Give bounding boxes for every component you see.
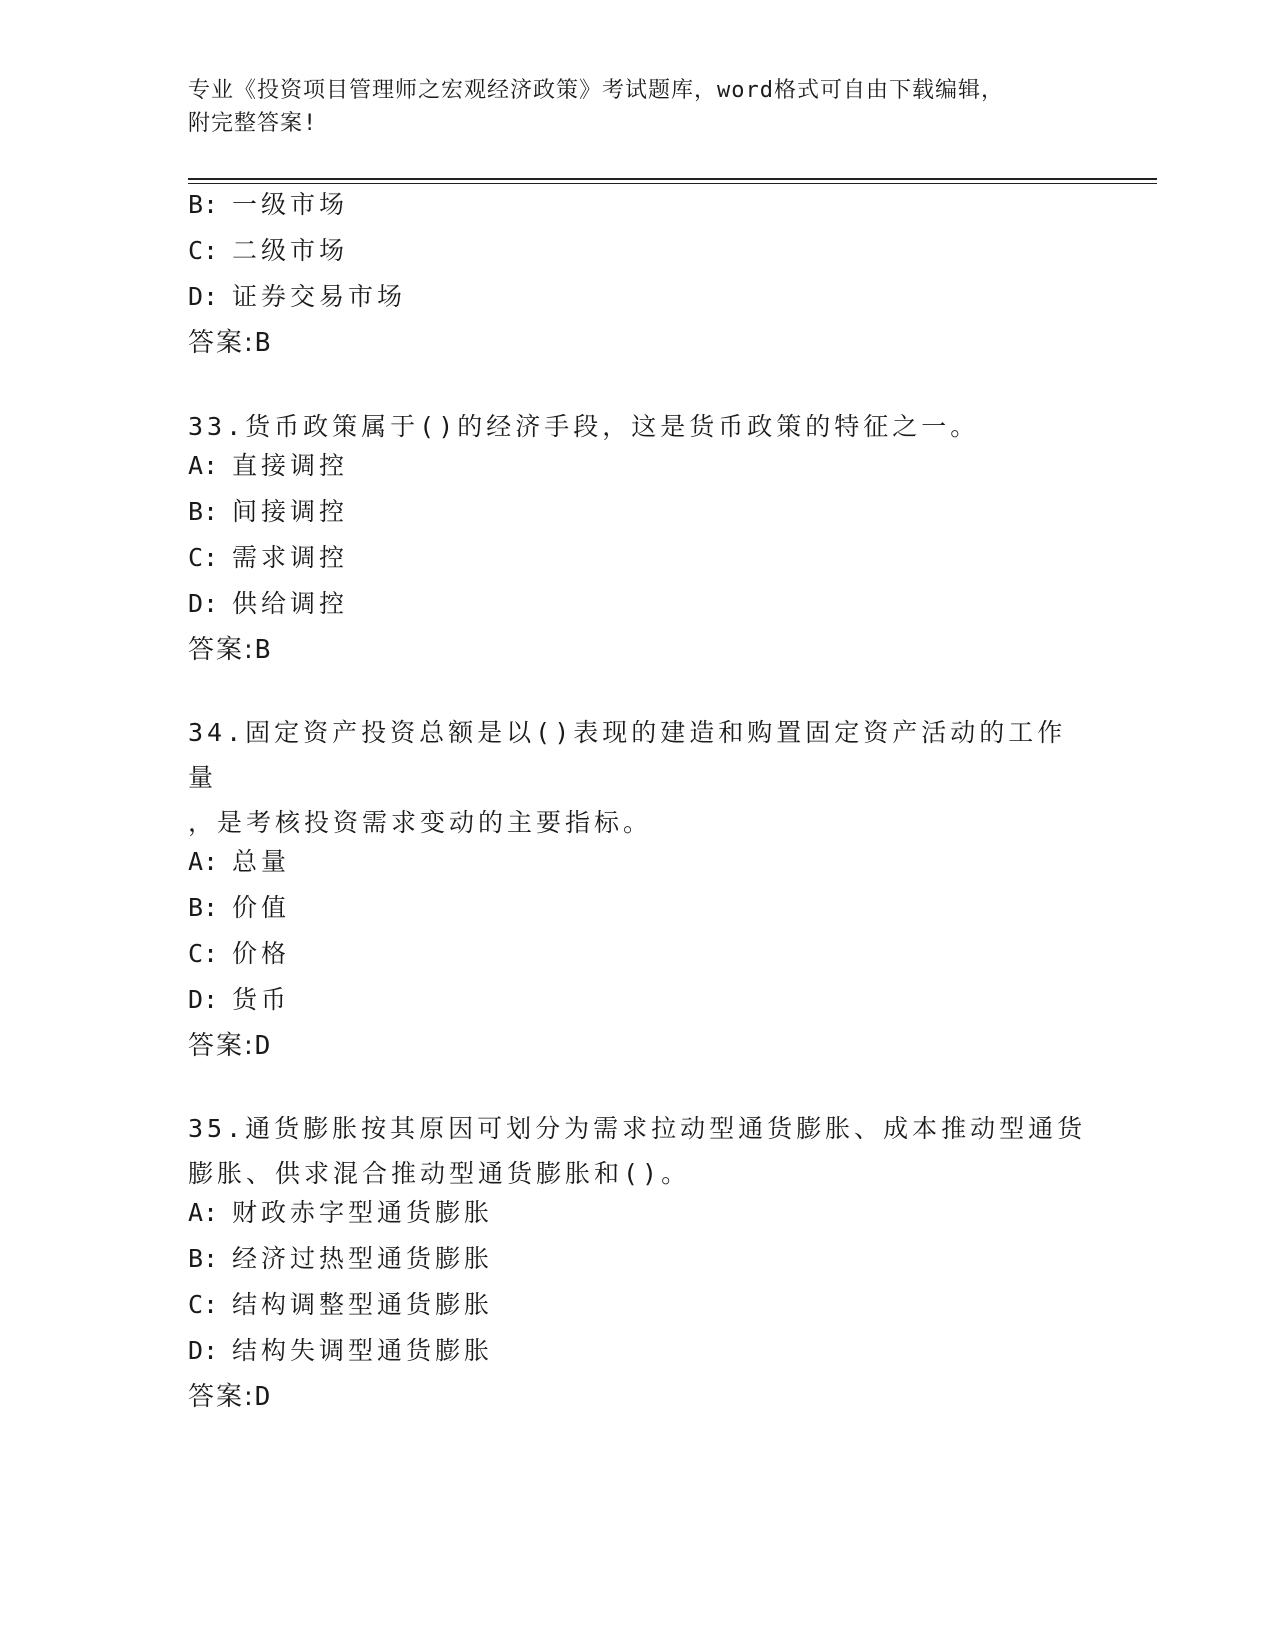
option-b: B: 一级市场 — [188, 190, 349, 219]
question-stem-line-1: 34.固定资产投资总额是以()表现的建造和购置固定资产活动的工作量 — [188, 718, 1067, 792]
option-b: B: 间接调控 — [188, 497, 349, 526]
option-d: D: 证券交易市场 — [188, 282, 407, 311]
option-d: D: 结构失调型通货膨胀 — [188, 1336, 494, 1365]
option-c: C: 需求调控 — [188, 543, 349, 572]
header-divider-thin — [188, 183, 1157, 184]
option-c: C: 价格 — [188, 939, 291, 968]
answer-line: 答案:D — [188, 1382, 272, 1412]
option-c: C: 二级市场 — [188, 236, 349, 265]
answer-line: 答案:B — [188, 328, 272, 358]
answer-line: 答案:D — [188, 1031, 272, 1061]
header-divider-thick — [188, 178, 1157, 180]
header-line-1: 专业《投资项目管理师之宏观经济政策》考试题库，word格式可自由下载编辑， — [188, 78, 1004, 103]
question-35 — [188, 1106, 1088, 1412]
question-33 — [188, 404, 1088, 665]
option-d: D: 供给调控 — [188, 589, 349, 618]
option-d: D: 货币 — [188, 985, 291, 1014]
question-stem-line-2: ，是考核投资需求变动的主要指标。 — [188, 808, 653, 837]
option-c: C: 结构调整型通货膨胀 — [188, 1290, 494, 1319]
option-b: B: 价值 — [188, 893, 291, 922]
question-content — [188, 190, 1088, 1412]
question-stem — [188, 710, 1088, 845]
option-a: A: 财政赤字型通货膨胀 — [188, 1198, 494, 1227]
option-a: A: 直接调控 — [188, 451, 349, 480]
document-header — [188, 74, 1068, 140]
prev-question-block — [188, 190, 1088, 358]
question-34 — [188, 710, 1088, 1061]
answer-line: 答案:B — [188, 635, 272, 665]
question-stem-line-2: 膨胀、供求混合推动型通货膨胀和()。 — [188, 1159, 691, 1188]
header-line-2: 附完整答案! — [188, 111, 318, 136]
option-a: A: 总量 — [188, 847, 291, 876]
question-stem-line-1: 35.通货膨胀按其原因可划分为需求拉动型通货膨胀、成本推动型通货 — [188, 1114, 1087, 1143]
option-b: B: 经济过热型通货膨胀 — [188, 1244, 494, 1273]
question-stem: 33.货币政策属于()的经济手段，这是货币政策的特征之一。 — [188, 412, 980, 441]
question-stem — [188, 1106, 1088, 1196]
